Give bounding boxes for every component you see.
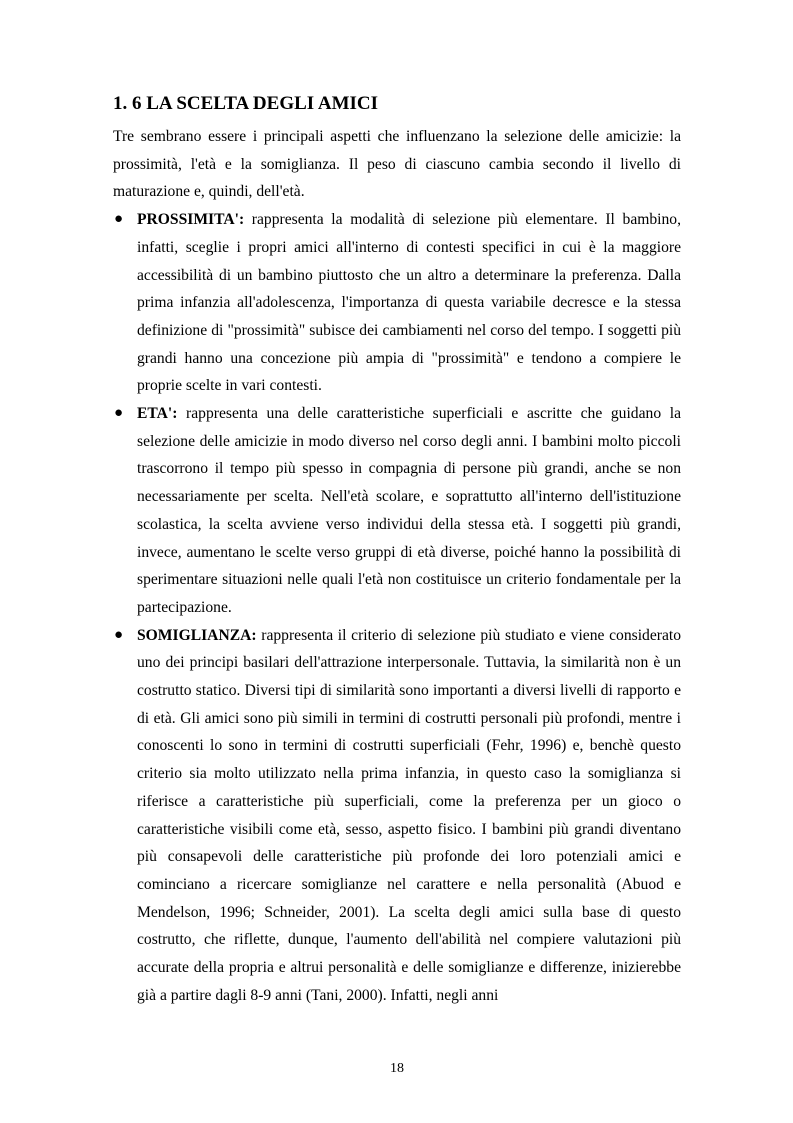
section-body — [113, 123, 681, 1010]
list-item-term: SOMIGLIANZA: — [137, 626, 257, 644]
page-number: 18 — [390, 1061, 404, 1076]
bullet-icon: ● — [114, 211, 124, 228]
list-item-text: rappresenta una delle caratteristiche superficiali e ascritte che guidano la selezione delle amicizie in modo diverso nel corso degli anni. I bambini molto piccoli trascorrono il tempo più spesso in compagnia di persone più grandi, anche se non necessariamente per scelta. Nell'età scolare, e soprattutto all'interno dell'istituzione scolastica, la scelta avviene verso individui della stessa età. I soggetti più grandi, invece, aumentano le scelte verso gruppi di età diverse, poiché hanno la possibilità di sperimentare situazioni nelle quali l'età non costituisce un criterio fondamentale per la partecipazione. — [137, 405, 681, 616]
list-item-text: rappresenta la modalità di selezione più elementare. Il bambino, infatti, sceglie i propri amici all'interno di contesti specifici in cui è la maggiore accessibilità di un bambino piuttosto che un altro a determinare la preferenza. Dalla prima infanzia all'adolescenza, l'importanza di questa variabile decresce e la stessa definizione di "prossimità" subisce dei cambiamenti nel corso del tempo. I soggetti più grandi hanno una concezione più ampia di "prossimità" e tendono a compiere le proprie scelte in vari contesti. — [137, 211, 681, 395]
intro-paragraph: Tre sembrano essere i principali aspetti che influenzano la selezione delle amicizie: la prossimità, l'età e la somiglianza. Il peso di ciascuno cambia secondo il livello di maturazione e, quindi, dell'età. — [113, 128, 681, 201]
section-heading: 1. 6 LA SCELTA DEGLI AMICI — [113, 93, 379, 114]
list-item-prossimita — [113, 206, 681, 400]
list-item-text: rappresenta il criterio di selezione più studiato e viene considerato uno dei principi basilari dell'attrazione interpersonale. Tuttavia, la similarità non è un costrutto statico. Diversi tipi di similarità sono importanti a diversi livelli di rapporto e di età. Gli amici sono più simili in termini di costrutti personali più profondi, mentre i conoscenti lo sono in termini di costrutti superficiali (Fehr, 1996) e, benchè questo criterio sia molto utilizzato nella prima infanzia, in questo caso la somiglianza si riferisce a caratteristiche più superficiali, come la preferenza per un gioco o caratteristiche visibili come età, sesso, aspetto fisico. I bambini più grandi diventano più consapevoli delle caratteristiche più profonde dei loro potenziali amici e cominciano a ricercare somiglianze nel carattere e nella personalità (Abuod e Mendelson, 1996; Schneider, 2001). La scelta degli amici sulla base di questo costrutto, che riflette, dunque, l'aumento dell'abilità nel compiere valutazioni più accurate della propria e altrui personalità e delle somiglianze e differenze, inizierebbe già a partire dagli 8-9 anni (Tani, 2000). Infatti, negli anni — [137, 626, 681, 1004]
list-item-term: PROSSIMITA': — [137, 211, 245, 229]
list-item-somiglianza — [113, 622, 681, 1010]
bullet-icon: ● — [114, 626, 124, 643]
list-item-eta — [113, 400, 681, 622]
criteria-list — [113, 206, 681, 1009]
list-item-term: ETA': — [137, 405, 178, 423]
bullet-icon: ● — [114, 405, 124, 422]
